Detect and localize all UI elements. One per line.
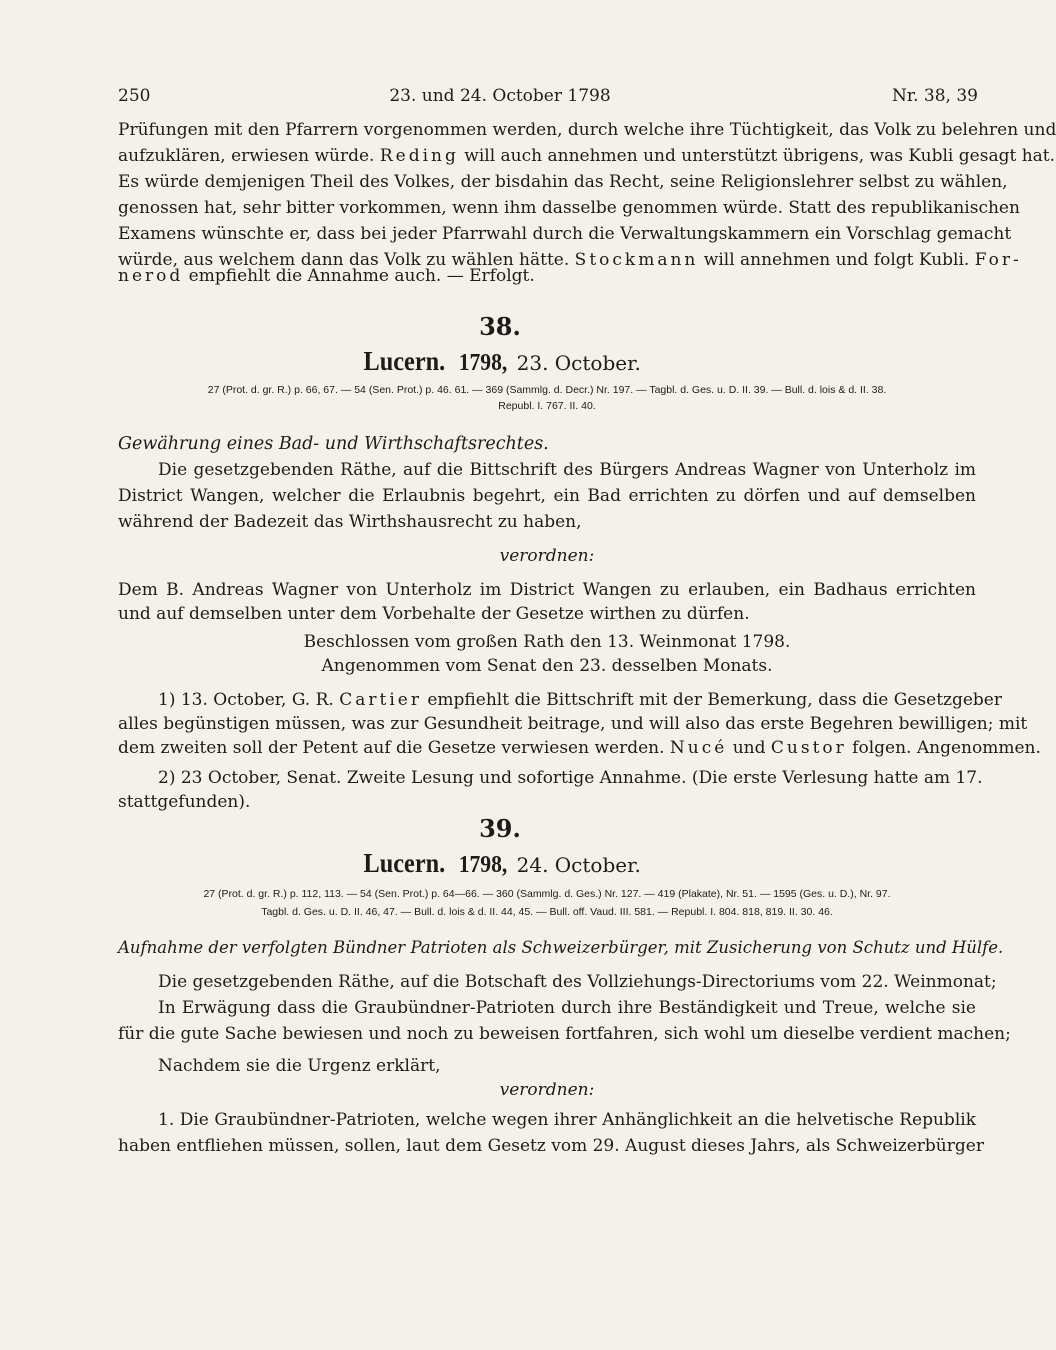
section-subject: Aufnahme der verfolgten Bündner Patrioten als Schweizerbürger, mit Zusicherung von Schutz und Hülfe. bbox=[118, 938, 1004, 957]
note-line: 2) 23 October, Senat. Zweite Lesung und sofortige Annahme. (Die erste Verlesung hatte am 17. bbox=[158, 768, 983, 788]
speaker-name: Stockmann bbox=[574, 250, 699, 270]
text-line: Examens wünschte er, dass bei jeder Pfarrwahl durch die Verwaltungskammern ein Vorschlag gemacht bbox=[118, 224, 1012, 244]
text-line: District Wangen, welcher die Erlaubnis begehrt, ein Bad errichten zu dörfen und auf demselben bbox=[118, 486, 976, 506]
text-line: und auf demselben unter dem Vorbehalte der Gesetze wirthen zu dürfen. bbox=[118, 604, 750, 624]
speaker-name: Reding bbox=[379, 146, 459, 166]
text-line: würde, aus welchem dann das Volk zu wählen hätte. Stockmann will annehmen und folgt Kubli. For- bbox=[118, 250, 1022, 270]
resolution-line: Beschlossen vom großen Rath den 13. Weinmonat 1798. bbox=[303, 632, 791, 652]
text-line: genossen hat, sehr bitter vorkommen, wenn ihm dasselbe genommen würde. Statt des republikanischen bbox=[118, 198, 1020, 218]
source-references: Republ. I. 767. II. 40. bbox=[498, 400, 596, 412]
source-references: Tagbl. d. Ges. u. D. II. 46, 47. — Bull. d. lois & d. II. 44, 45. — Bull. off. Vaud. III. 581. — Republ. I. 804. 818, 819. II. 30. 46. bbox=[261, 906, 833, 918]
text-line: Die gesetzgebenden Räthe, auf die Bittschrift des Bürgers Andreas Wagner von Unterholz im bbox=[158, 460, 976, 480]
source-references: 27 (Prot. d. gr. R.) p. 112, 113. — 54 (Sen. Prot.) p. 64—66. — 360 (Sammlg. d. Ges.) Nr. 127. — 419 (Plakate), Nr. 51. — 1595 (Ges. u. D.), Nr. 97. bbox=[203, 888, 891, 900]
page-number: 250 bbox=[118, 86, 151, 106]
article-line: 1. Die Graubündner-Patrioten, welche wegen ihrer Anhänglichkeit an die helvetische Republik bbox=[158, 1110, 976, 1130]
verordnen: verordnen: bbox=[499, 546, 595, 566]
resolution-line: Angenommen vom Senat den 23. desselben Monats. bbox=[321, 656, 773, 676]
source-references: 27 (Prot. d. gr. R.) p. 66, 67. — 54 (Sen. Prot.) p. 46. 61. — 369 (Sammlg. d. Decr.) Nr. 197. — Tagbl. d. Ges. u. D. II. 39. — Bull. d. lois & d. II. 38. bbox=[207, 384, 887, 396]
note-line: stattgefunden). bbox=[118, 792, 251, 812]
section-number: 39. bbox=[479, 814, 521, 843]
text-line: In Erwägung dass die Graubündner-Patrioten durch ihre Beständigkeit und Treue, welche sie bbox=[158, 998, 976, 1018]
section-number: 38. bbox=[479, 312, 521, 341]
verordnen: verordnen: bbox=[499, 1080, 595, 1100]
text-line: für die gute Sache bewiesen und noch zu beweisen fortfahren, sich wohl um dieselbe verdient machen; bbox=[118, 1024, 1011, 1044]
text-line: Die gesetzgebenden Räthe, auf die Botschaft des Vollziehungs-Directoriums vom 22. Weinmonat; bbox=[158, 972, 997, 992]
section-heading: Lucern. 1798, 23. October. bbox=[363, 346, 641, 376]
section-heading: Lucern. 1798, 24. October. bbox=[363, 848, 641, 878]
text-line: Es würde demjenigen Theil des Volkes, der bisdahin das Recht, seine Religionslehrer selbst zu wählen, bbox=[118, 172, 1008, 192]
article-line: haben entfliehen müssen, sollen, laut dem Gesetz vom 29. August dieses Jahrs, als Schweizerbürger bbox=[118, 1136, 984, 1156]
speaker-name: nerod bbox=[118, 266, 184, 286]
text-line: Dem B. Andreas Wagner von Unterholz im District Wangen zu erlauben, ein Badhaus errichten bbox=[118, 580, 976, 600]
section-subject: Gewährung eines Bad- und Wirthschaftsrechtes. bbox=[118, 434, 549, 454]
text-line: nerod empfiehlt die Annahme auch. — Erfolgt. bbox=[118, 266, 535, 286]
text-line: Nachdem sie die Urgenz erklärt, bbox=[158, 1056, 441, 1076]
note-line: dem zweiten soll der Petent auf die Gesetze verwiesen werden. Nucé und Custor folgen. Angenommen. bbox=[118, 738, 1041, 758]
header-number-range: Nr. 38, 39 bbox=[891, 86, 978, 106]
header-date: 23. und 24. October 1798 bbox=[389, 86, 611, 106]
note-line: alles begünstigen müssen, was zur Gesundheit beitrage, und will also das erste Begehren bewilligen; mit bbox=[118, 714, 1028, 734]
text-line: Prüfungen mit den Pfarrern vorgenommen werden, durch welche ihre Tüchtigkeit, das Volk zu belehren und bbox=[118, 120, 1056, 140]
text-line: aufzuklären, erwiesen würde. Reding will auch annehmen und unterstützt übrigens, was Kubli gesagt hat. bbox=[118, 146, 1056, 166]
text-line: während der Badezeit das Wirthshausrecht zu haben, bbox=[118, 512, 582, 532]
note-line: 1) 13. October, G. R. Cartier empfiehlt die Bittschrift mit der Bemerkung, dass die Gesetzgeber bbox=[158, 690, 1002, 710]
